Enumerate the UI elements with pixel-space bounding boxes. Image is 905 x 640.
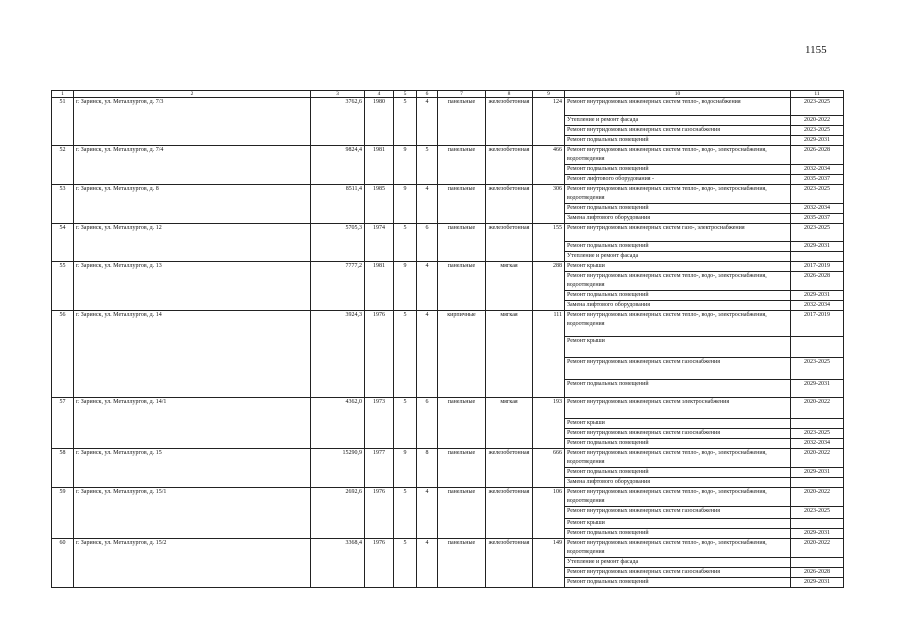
row-number: 57 xyxy=(52,398,74,449)
address-cell: г. Заринск, ул. Металлургов, д. 8 xyxy=(74,185,311,224)
work-type-cell: Ремонт подвальных помещений xyxy=(565,204,791,214)
work-type-cell: Ремонт внутридомовых инженерных систем электроснабжения xyxy=(565,398,791,419)
period-cell: 2029-2031 xyxy=(791,291,844,301)
period-cell: 2029-2031 xyxy=(791,468,844,478)
year-cell: 1976 xyxy=(365,311,394,398)
roof-cell: железобетонная xyxy=(486,98,533,146)
capital-repair-table xyxy=(51,90,844,588)
period-cell xyxy=(791,419,844,429)
col-header: 1 xyxy=(52,91,74,98)
col-header: 11 xyxy=(791,91,844,98)
year-cell: 1985 xyxy=(365,185,394,224)
year-cell: 1981 xyxy=(365,146,394,185)
row-number: 55 xyxy=(52,262,74,311)
walls-cell: панельные xyxy=(438,488,486,539)
work-type-cell: Ремонт внутридомовых инженерных систем газоснабжения xyxy=(565,507,791,519)
residents-cell: 124 xyxy=(533,98,565,146)
area-cell: 15290,9 xyxy=(311,449,365,488)
period-cell: 2023-2025 xyxy=(791,507,844,519)
roof-cell: железобетонная xyxy=(486,539,533,588)
floors-cell: 5 xyxy=(394,98,417,146)
entrances-cell: 4 xyxy=(417,311,438,398)
work-type-cell: Ремонт внутридомовых инженерных систем тепло-, водо-, электроснабжения, водоотведения xyxy=(565,272,791,291)
walls-cell: панельные xyxy=(438,98,486,146)
col-header: 3 xyxy=(311,91,365,98)
table-row xyxy=(52,224,844,242)
table-row xyxy=(52,185,844,204)
period-cell xyxy=(791,252,844,262)
work-type-cell: Ремонт внутридомовых инженерных систем тепло-, водо-, электроснабжения, водоотведения xyxy=(565,488,791,507)
entrances-cell: 6 xyxy=(417,224,438,262)
entrances-cell: 4 xyxy=(417,98,438,146)
row-number: 59 xyxy=(52,488,74,539)
row-number: 52 xyxy=(52,146,74,185)
period-cell: 2023-2025 xyxy=(791,358,844,380)
period-cell: 2020-2022 xyxy=(791,539,844,558)
col-header: 9 xyxy=(533,91,565,98)
floors-cell: 9 xyxy=(394,262,417,311)
residents-cell: 193 xyxy=(533,398,565,449)
row-number: 54 xyxy=(52,224,74,262)
period-cell: 2023-2025 xyxy=(791,429,844,439)
entrances-cell: 6 xyxy=(417,398,438,449)
col-header: 6 xyxy=(417,91,438,98)
header-row xyxy=(52,91,844,98)
row-number: 53 xyxy=(52,185,74,224)
work-type-cell: Ремонт крыши xyxy=(565,519,791,529)
year-cell: 1981 xyxy=(365,262,394,311)
address-cell: г. Заринск, ул. Металлургов, д. 15/2 xyxy=(74,539,311,588)
period-cell: 2020-2022 xyxy=(791,398,844,419)
work-type-cell: Утепление и ремонт фасада xyxy=(565,116,791,126)
col-header: 5 xyxy=(394,91,417,98)
walls-cell: панельные xyxy=(438,398,486,449)
period-cell: 2023-2025 xyxy=(791,185,844,204)
period-cell: 2017-2019 xyxy=(791,311,844,337)
table-row xyxy=(52,146,844,165)
area-cell: 3368,4 xyxy=(311,539,365,588)
period-cell: 2029-2031 xyxy=(791,242,844,252)
table-row xyxy=(52,262,844,272)
address-cell: г. Заринск, ул. Металлургов, д. 14 xyxy=(74,311,311,398)
walls-cell: кирпичные xyxy=(438,311,486,398)
roof-cell: мягкая xyxy=(486,311,533,398)
table-row xyxy=(52,98,844,116)
roof-cell: железобетонная xyxy=(486,449,533,488)
year-cell: 1973 xyxy=(365,398,394,449)
address-cell: г. Заринск, ул. Металлургов, д. 7/3 xyxy=(74,98,311,146)
work-type-cell: Ремонт внутридомовых инженерных систем тепло-, водо-, электроснабжения, водоотведения xyxy=(565,185,791,204)
work-type-cell: Ремонт внутридомовых инженерных систем газо-, электроснабжения xyxy=(565,224,791,242)
work-type-cell: Ремонт подвальных помещений xyxy=(565,529,791,539)
residents-cell: 111 xyxy=(533,311,565,398)
residents-cell: 666 xyxy=(533,449,565,488)
walls-cell: панельные xyxy=(438,449,486,488)
row-number: 56 xyxy=(52,311,74,398)
work-type-cell: Ремонт подвальных помещений xyxy=(565,468,791,478)
period-cell: 2023-2025 xyxy=(791,126,844,136)
period-cell: 2026-2028 xyxy=(791,146,844,165)
period-cell: 2032-2034 xyxy=(791,439,844,449)
floors-cell: 9 xyxy=(394,146,417,185)
work-type-cell: Замена лифтового оборудования xyxy=(565,478,791,488)
work-type-cell: Ремонт подвальных помещений xyxy=(565,291,791,301)
year-cell: 1976 xyxy=(365,488,394,539)
row-number: 60 xyxy=(52,539,74,588)
work-type-cell: Ремонт внутридомовых инженерных систем газоснабжения xyxy=(565,126,791,136)
residents-cell: 155 xyxy=(533,224,565,262)
address-cell: г. Заринск, ул. Металлургов, д. 13 xyxy=(74,262,311,311)
col-header: 7 xyxy=(438,91,486,98)
work-type-cell: Ремонт крыши xyxy=(565,337,791,358)
area-cell: 8511,4 xyxy=(311,185,365,224)
year-cell: 1980 xyxy=(365,98,394,146)
work-type-cell: Ремонт крыши xyxy=(565,262,791,272)
table-row xyxy=(52,488,844,507)
work-type-cell: Ремонт подвальных помещений xyxy=(565,439,791,449)
area-cell: 2692,6 xyxy=(311,488,365,539)
work-type-cell: Ремонт внутридомовых инженерных систем газоснабжения xyxy=(565,358,791,380)
period-cell xyxy=(791,558,844,568)
floors-cell: 9 xyxy=(394,449,417,488)
period-cell: 2035-2037 xyxy=(791,175,844,185)
period-cell: 2032-2034 xyxy=(791,204,844,214)
address-cell: г. Заринск, ул. Металлургов, д. 15/1 xyxy=(74,488,311,539)
entrances-cell: 4 xyxy=(417,185,438,224)
floors-cell: 5 xyxy=(394,224,417,262)
walls-cell: панельные xyxy=(438,224,486,262)
address-cell: г. Заринск, ул. Металлургов, д. 12 xyxy=(74,224,311,262)
entrances-cell: 5 xyxy=(417,146,438,185)
walls-cell: панельные xyxy=(438,185,486,224)
period-cell xyxy=(791,337,844,358)
period-cell: 2032-2034 xyxy=(791,301,844,311)
period-cell xyxy=(791,478,844,488)
floors-cell: 5 xyxy=(394,539,417,588)
area-cell: 9824,4 xyxy=(311,146,365,185)
period-cell: 2020-2022 xyxy=(791,488,844,507)
period-cell: 2020-2022 xyxy=(791,449,844,468)
table-row xyxy=(52,311,844,337)
area-cell: 3924,3 xyxy=(311,311,365,398)
year-cell: 1976 xyxy=(365,539,394,588)
work-type-cell: Ремонт внутридомовых инженерных систем газоснабжения xyxy=(565,429,791,439)
area-cell: 5705,3 xyxy=(311,224,365,262)
entrances-cell: 4 xyxy=(417,262,438,311)
col-header: 4 xyxy=(365,91,394,98)
period-cell: 2023-2025 xyxy=(791,98,844,116)
residents-cell: 306 xyxy=(533,185,565,224)
work-type-cell: Ремонт подвальных помещений xyxy=(565,165,791,175)
floors-cell: 5 xyxy=(394,488,417,539)
period-cell: 2029-2031 xyxy=(791,529,844,539)
row-number: 58 xyxy=(52,449,74,488)
roof-cell: железобетонная xyxy=(486,224,533,262)
walls-cell: панельные xyxy=(438,146,486,185)
work-type-cell: Ремонт внутридомовых инженерных систем тепло-, водоснабжения xyxy=(565,98,791,116)
work-type-cell: Ремонт лифтового оборудования - xyxy=(565,175,791,185)
area-cell: 7777,2 xyxy=(311,262,365,311)
row-number: 51 xyxy=(52,98,74,146)
period-cell: 2023-2025 xyxy=(791,224,844,242)
roof-cell: мягкая xyxy=(486,262,533,311)
period-cell: 2029-2031 xyxy=(791,380,844,398)
work-type-cell: Замена лифтового оборудования xyxy=(565,301,791,311)
col-header: 10 xyxy=(565,91,791,98)
address-cell: г. Заринск, ул. Металлургов, д. 7/4 xyxy=(74,146,311,185)
work-type-cell: Ремонт внутридомовых инженерных систем газоснабжения xyxy=(565,568,791,578)
period-cell: 2020-2022 xyxy=(791,116,844,126)
work-type-cell: Ремонт подвальных помещений xyxy=(565,136,791,146)
residents-cell: 288 xyxy=(533,262,565,311)
work-type-cell: Утепление и ремонт фасада xyxy=(565,558,791,568)
work-type-cell: Ремонт подвальных помещений xyxy=(565,578,791,588)
residents-cell: 149 xyxy=(533,539,565,588)
period-cell: 2029-2031 xyxy=(791,136,844,146)
work-type-cell: Ремонт крыши xyxy=(565,419,791,429)
area-cell: 4362,0 xyxy=(311,398,365,449)
col-header: 8 xyxy=(486,91,533,98)
work-type-cell: Ремонт внутридомовых инженерных систем тепло-, водо-, электроснабжения, водоотведения xyxy=(565,449,791,468)
roof-cell: железобетонная xyxy=(486,185,533,224)
entrances-cell: 4 xyxy=(417,539,438,588)
period-cell: 2017-2019 xyxy=(791,262,844,272)
table-row xyxy=(52,539,844,558)
work-type-cell: Ремонт подвальных помещений xyxy=(565,380,791,398)
floors-cell: 9 xyxy=(394,185,417,224)
roof-cell: железобетонная xyxy=(486,146,533,185)
work-type-cell: Замена лифтового оборудования xyxy=(565,214,791,224)
walls-cell: панельные xyxy=(438,262,486,311)
year-cell: 1977 xyxy=(365,449,394,488)
period-cell: 2032-2034 xyxy=(791,165,844,175)
work-type-cell: Ремонт внутридомовых инженерных систем тепло-, водо-, электроснабжения, водоотведения xyxy=(565,311,791,337)
period-cell: 2035-2037 xyxy=(791,214,844,224)
period-cell xyxy=(791,519,844,529)
address-cell: г. Заринск, ул. Металлургов, д. 14/1 xyxy=(74,398,311,449)
walls-cell: панельные xyxy=(438,539,486,588)
residents-cell: 466 xyxy=(533,146,565,185)
table-row xyxy=(52,449,844,468)
work-type-cell: Ремонт внутридомовых инженерных систем тепло-, водо-, электроснабжения, водоотведения xyxy=(565,539,791,558)
period-cell: 2029-2031 xyxy=(791,578,844,588)
period-cell: 2026-2028 xyxy=(791,272,844,291)
work-type-cell: Ремонт внутридомовых инженерных систем тепло-, водо-, электроснабжения, водоотведения xyxy=(565,146,791,165)
col-header: 2 xyxy=(74,91,311,98)
area-cell: 3762,6 xyxy=(311,98,365,146)
period-cell: 2026-2028 xyxy=(791,568,844,578)
work-type-cell: Ремонт подвальных помещений xyxy=(565,242,791,252)
roof-cell: мягкая xyxy=(486,398,533,449)
floors-cell: 5 xyxy=(394,398,417,449)
work-type-cell: Утепление и ремонт фасада xyxy=(565,252,791,262)
entrances-cell: 4 xyxy=(417,488,438,539)
roof-cell: железобетонная xyxy=(486,488,533,539)
residents-cell: 106 xyxy=(533,488,565,539)
address-cell: г. Заринск, ул. Металлургов, д. 15 xyxy=(74,449,311,488)
floors-cell: 5 xyxy=(394,311,417,398)
table-row xyxy=(52,398,844,419)
entrances-cell: 8 xyxy=(417,449,438,488)
page-number: 1155 xyxy=(805,44,827,56)
year-cell: 1974 xyxy=(365,224,394,262)
